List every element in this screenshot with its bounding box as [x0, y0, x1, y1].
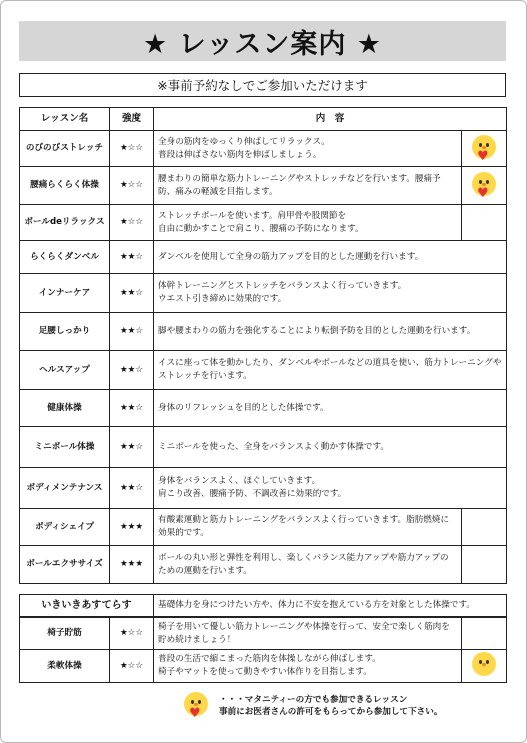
lesson-name: 腰痛らくらく体操: [20, 167, 110, 205]
lesson-name: ヘルスアップ: [20, 351, 110, 390]
table-row: [20, 205, 507, 241]
lesson-description: 体幹トレーニングとストレッチをバランスよく行っていきます。 ウエスト引き締めに効果的です。: [154, 274, 507, 313]
lesson-description: 全身の筋肉をゆっくり伸ばしてリラックス。 普段は伸ばさない筋肉を伸ばしましょう。: [154, 131, 462, 167]
lesson-level: ★☆☆: [110, 167, 154, 205]
table-row: [20, 167, 507, 205]
lesson-level: ★☆☆: [110, 650, 154, 683]
lesson-name: ボディメンテナンス: [20, 468, 110, 509]
table-row: [20, 650, 507, 683]
lesson-name: 椅子貯筋: [20, 618, 110, 650]
lesson-level: ★★☆: [110, 274, 154, 313]
lesson-level: ★★☆: [110, 427, 154, 468]
table-row: [20, 274, 507, 313]
lesson-description: 身体のリフレッシュを目的とした体操です。: [154, 390, 507, 427]
lesson-name: 柔軟体操: [20, 650, 110, 683]
header-level: 強度: [110, 108, 154, 131]
lesson-description: 身体をバランスよく、ほぐしていきます。 肩こり改善、腰痛予防、不調改善に効果的です。: [154, 468, 507, 509]
ikiiki-table: [19, 594, 507, 617]
lesson-description: 有酸素運動と筋力トレーニングをバランスよく行っていきます。脂肪燃焼に効果的です。: [154, 509, 462, 546]
lesson-name: ミニボール体操: [20, 427, 110, 468]
lesson-name: インナーケア: [20, 274, 110, 313]
lesson-description: 脚や腰まわりの筋力を強化することにより転倒予防を目的とした運動を行います。: [154, 313, 507, 351]
reservation-notice: ※事前予約なしでご参加いただけます: [19, 73, 506, 97]
chick-with-heart-icon: ♥: [469, 135, 499, 163]
table-row: [20, 313, 507, 351]
page-title: ★ レッスン案内 ★: [19, 21, 506, 61]
maternity-cell: [462, 131, 507, 167]
lesson-level: ★★☆: [110, 351, 154, 390]
maternity-legend-text: ・・・マタニティーの方でも参加できるレッスン 事前にお医者さんの許可をもらってから参加して下さい。: [219, 694, 443, 717]
lesson-level: ★★☆: [110, 313, 154, 351]
lesson-name: ボールdeリラックス: [20, 205, 110, 241]
header-content: 内 容: [154, 108, 507, 131]
header-lesson-name: レッスン名: [20, 108, 110, 131]
lesson-description: イスに座って体を動かしたり、ダンベルやボールなどの道具を使い、筋力トレーニングやストレッチを行います。: [154, 351, 507, 390]
chick-icon: [469, 652, 499, 680]
table-row: [20, 468, 507, 509]
lesson-name: ボディシェイプ: [20, 509, 110, 546]
lesson-description: 普段の生活で縮こまった筋肉を体操しながら伸ばします。 椅子やマットを使って動きやすい体作りを目指します。: [154, 650, 462, 683]
lesson-level: ★★☆: [110, 468, 154, 509]
ikiiki-description: 基礎体力を身につけたい方や、体力に不安を抱えている方を対象とした体操です。: [154, 595, 507, 617]
lesson-table: [19, 107, 507, 584]
lesson-level: ★★☆: [110, 241, 154, 274]
ikiiki-lesson-table: [19, 617, 507, 683]
lesson-name: らくらくダンベル: [20, 241, 110, 274]
empty-cell: [462, 546, 507, 584]
lesson-description: 腰まわりの簡単な筋力トレーニングやストレッチなどを行います。腰痛予防、痛みの軽減を目指します。: [154, 167, 462, 205]
lesson-level: ★★★: [110, 509, 154, 546]
empty-cell: [462, 205, 507, 241]
chick-with-heart-icon: ♥: [181, 692, 211, 720]
table-row: [20, 427, 507, 468]
lesson-name: ボールエクササイズ: [20, 546, 110, 584]
lesson-description: 椅子を用いて優しい筋力トレーニングや体操を行って、安全で楽しく筋肉を貯め続けましょう！: [154, 618, 462, 650]
lesson-description: ボールの丸い形と弾性を利用し、楽しくバランス能力アップや筋力アップのための運動を行います。: [154, 546, 462, 584]
table-row: [20, 131, 507, 167]
chick-cell: [462, 650, 507, 683]
table-row: [20, 351, 507, 390]
lesson-name: 足腰しっかり: [20, 313, 110, 351]
lesson-level: ★☆☆: [110, 205, 154, 241]
maternity-cell: [462, 167, 507, 205]
ikiiki-title: いきいきあすてらす: [20, 595, 154, 617]
table-row: [20, 241, 507, 274]
lesson-description: ダンベルを使用して全身の筋力アップを目的とした運動を行います。: [154, 241, 507, 274]
ikiiki-header-row: [20, 595, 507, 617]
lesson-level: ★☆☆: [110, 131, 154, 167]
lesson-description: ストレッチポールを使います。肩甲骨や股関節を 自由に動かすことで肩こり、腰痛の予防になります。: [154, 205, 462, 241]
lesson-name: 健康体操: [20, 390, 110, 427]
table-row: [20, 546, 507, 584]
lesson-level: ★★☆: [110, 390, 154, 427]
lesson-level: ★☆☆: [110, 618, 154, 650]
lesson-name: のびのびストレッチ: [20, 131, 110, 167]
empty-cell: [462, 618, 507, 650]
table-row: [20, 509, 507, 546]
chick-with-heart-icon: ♥: [469, 172, 499, 200]
maternity-legend: [181, 692, 501, 720]
table-row: [20, 390, 507, 427]
table-row: [20, 618, 507, 650]
lesson-level: ★★★: [110, 546, 154, 584]
table-header: [20, 108, 507, 131]
lesson-description: ミニボールを使った、全身をバランスよく動かす体操です。: [154, 427, 507, 468]
empty-cell: [462, 509, 507, 546]
